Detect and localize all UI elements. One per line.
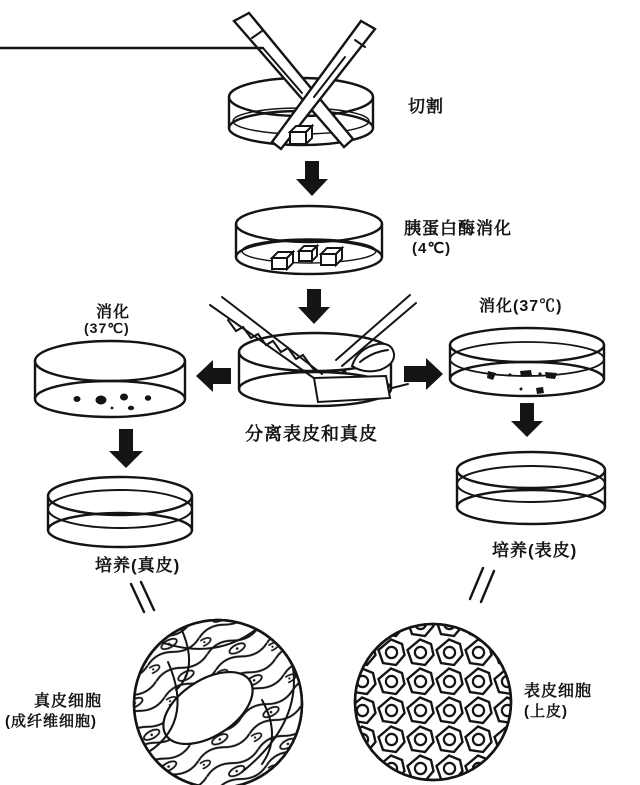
label-culture-epidermis: 培养(表皮): [492, 541, 578, 560]
petri-dish-trypsin: [236, 206, 382, 274]
arrow-down-icon: [511, 403, 543, 437]
tissue-cubes-icon: [272, 246, 342, 269]
culture-dish-epidermis: [457, 452, 605, 524]
label-cut: 切割: [408, 97, 444, 116]
label-trypsin: 胰蛋白酶消化: [404, 219, 512, 238]
label-dermal-cells: 真皮细胞: [34, 693, 103, 710]
label-epidermal-cells-sub: (上皮): [524, 703, 568, 720]
arrow-down-icon: [298, 289, 330, 324]
break-marks-icon: [131, 582, 154, 612]
culture-dish-dermis: [48, 477, 192, 547]
petri-dish-epidermis-digest: [450, 328, 604, 396]
label-digest-left-temp: (37℃): [84, 320, 130, 336]
micrograph-fibroblasts: [134, 620, 302, 785]
arrow-down-icon: [109, 429, 143, 468]
label-epidermal-cells: 表皮细胞: [524, 683, 593, 700]
label-separate: 分离表皮和真皮: [245, 424, 378, 444]
arrow-left-icon: [196, 360, 231, 392]
arrow-down-icon: [296, 161, 328, 196]
tissue-specks: [74, 394, 152, 411]
label-culture-dermis: 培养(真皮): [95, 556, 181, 575]
break-marks-icon: [470, 568, 494, 602]
label-digest-left: 消化: [96, 304, 131, 321]
tissue-cube-icon: [290, 126, 312, 144]
label-digest-right: 消化(37℃): [479, 298, 563, 315]
label-dermal-cells-sub: (成纤维细胞): [5, 713, 97, 730]
petri-dish-dermis-digest: [35, 341, 185, 417]
arrow-right-icon: [404, 358, 443, 390]
label-trypsin-temp: (4℃): [412, 240, 452, 257]
tissue-specks: [487, 370, 557, 394]
micrograph-epithelial-cells: [355, 624, 511, 780]
